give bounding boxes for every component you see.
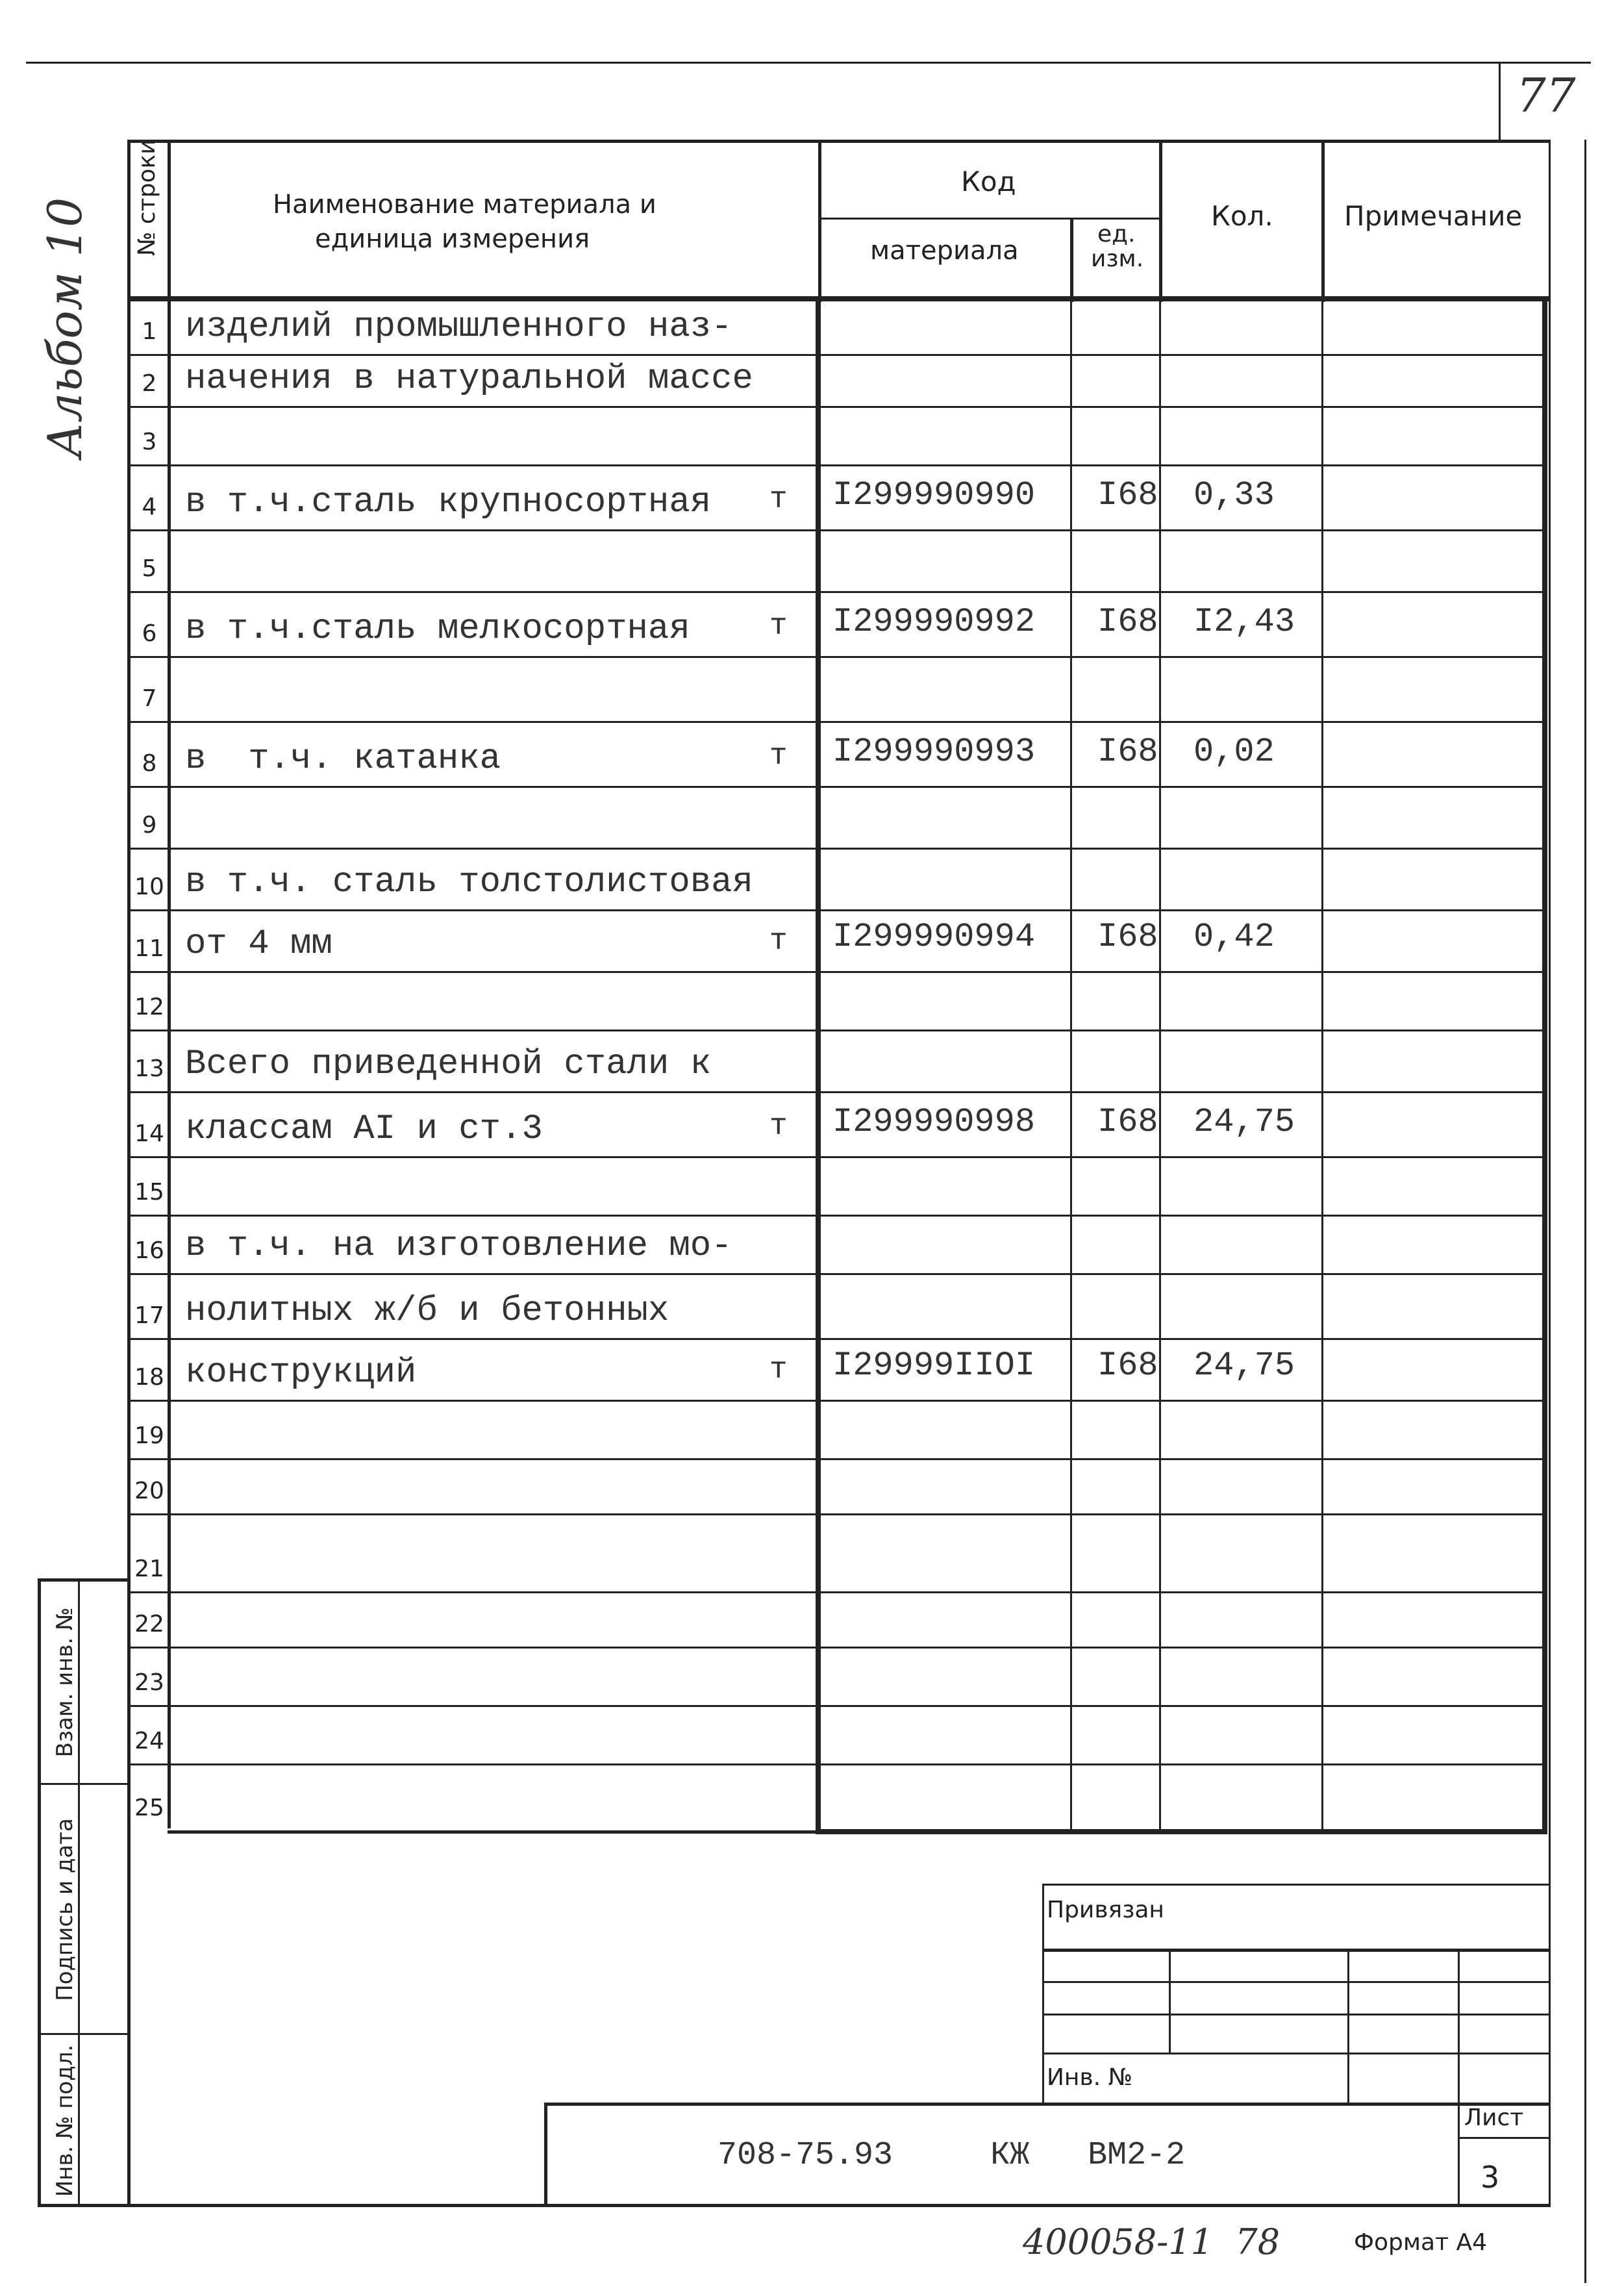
- row-number: 24: [134, 1728, 164, 1754]
- row-qty: 24,75: [1193, 1346, 1295, 1385]
- title-attached-label: Привязан: [1047, 1897, 1164, 1923]
- row-code: I299990990: [832, 476, 1036, 514]
- header-name-line2: единица измерения: [315, 224, 590, 254]
- rownum-line: [127, 1763, 168, 1765]
- row-line: [168, 786, 1544, 788]
- row-line: [168, 656, 1544, 658]
- row-number: 17: [134, 1302, 164, 1329]
- row-line: [168, 464, 1544, 466]
- header-code-material: материала: [870, 236, 1019, 266]
- code-block-left-border: [816, 296, 821, 1832]
- row-name: в т.ч.сталь мелкосортная: [185, 609, 690, 649]
- row-name: начения в натуральной массе: [185, 359, 753, 399]
- rownum-line: [127, 1091, 168, 1093]
- row-number: 2: [142, 370, 157, 397]
- row-code-unit: I68: [1097, 1346, 1158, 1385]
- rownum-line: [127, 1030, 168, 1031]
- row-number: 10: [134, 874, 164, 900]
- header-row-no: № строки: [134, 139, 160, 256]
- row-code-unit: I68: [1097, 1103, 1158, 1141]
- code-col-divider: [1070, 218, 1073, 302]
- row-line: [168, 1763, 1544, 1765]
- row-qty: 24,75: [1193, 1103, 1295, 1141]
- title-grid-v1: [1169, 1949, 1171, 2053]
- stamp-replace-inv: Взам. инв. №: [52, 1607, 78, 1758]
- row-line: [168, 1591, 1544, 1593]
- row-number: 20: [134, 1478, 164, 1504]
- rownum-line: [127, 1513, 168, 1515]
- row-name: в т.ч. сталь толстолистовая: [185, 863, 753, 902]
- title-grid-line-1: [1042, 1981, 1549, 1983]
- row-qty: 0,33: [1193, 476, 1275, 514]
- row-line: [168, 909, 1544, 911]
- row-unit: т: [769, 1109, 788, 1143]
- rownum-line: [127, 1591, 168, 1593]
- code-block-right-border: [1542, 296, 1547, 1832]
- row-line: [168, 1030, 1544, 1031]
- title-designation: 708-75.93 КЖ ВМ2-2: [718, 2137, 1186, 2174]
- page-far-right-rule: [1584, 140, 1586, 2283]
- rownum-line: [127, 464, 168, 466]
- row-name: конструкций: [185, 1353, 417, 1393]
- row-line: [168, 1273, 1544, 1275]
- row-number: 3: [142, 429, 157, 455]
- title-attached-left: [1042, 1884, 1044, 2104]
- album-label: Альбом 10: [38, 197, 92, 458]
- rownum-line: [127, 656, 168, 658]
- rownum-line: [127, 909, 168, 911]
- row-name: Всего приведенной стали к: [185, 1044, 712, 1084]
- row-line: [168, 721, 1544, 723]
- header-code-unit-2: изм.: [1091, 246, 1144, 272]
- row-number: 9: [142, 812, 157, 839]
- title-grid-top: [1042, 1949, 1549, 1952]
- row-code: I299990992: [832, 603, 1036, 641]
- row-unit: т: [769, 483, 788, 516]
- rownum-line: [127, 1400, 168, 1402]
- title-grid-line-2: [1042, 2014, 1549, 2015]
- name-col-right-border: [818, 140, 821, 302]
- header-note: Примечание: [1344, 200, 1523, 232]
- row-line: [168, 406, 1544, 408]
- stamp-top-line: [38, 1578, 129, 1582]
- row-line: [168, 1338, 1544, 1340]
- row-number: 11: [134, 935, 164, 962]
- stamp-sign-date: Подпись и дата: [52, 1818, 78, 2001]
- row-qty: 0,42: [1193, 918, 1275, 956]
- header-code-unit-1: ед.: [1097, 221, 1136, 247]
- rownum-line: [127, 1705, 168, 1707]
- body-code-divider: [1070, 296, 1072, 1830]
- body-qty-divider: [1321, 296, 1323, 1830]
- title-bottom-line: [127, 2204, 1551, 2207]
- row-line: [168, 354, 1544, 356]
- row-unit: т: [769, 609, 788, 643]
- rownum-line: [127, 406, 168, 408]
- row-number: 13: [134, 1055, 164, 1082]
- rownum-line: [127, 1458, 168, 1460]
- rownum-line: [127, 354, 168, 356]
- title-designation-top: [544, 2103, 1549, 2106]
- page-number-box-left: [1499, 62, 1501, 140]
- row-unit: т: [769, 739, 788, 773]
- unit-col-right-border: [1159, 140, 1162, 302]
- row-code: I299990998: [832, 1103, 1036, 1141]
- row-number: 19: [134, 1422, 164, 1449]
- row-line: [168, 529, 1544, 531]
- row-number: 14: [134, 1120, 164, 1147]
- row-line: [168, 1091, 1544, 1093]
- row-name: в т.ч. на изготовление мо-: [185, 1226, 732, 1266]
- rownum-line: [127, 1338, 168, 1340]
- rownum-line: [127, 971, 168, 973]
- row-line: [168, 971, 1544, 973]
- row-code-unit: I68: [1097, 603, 1158, 641]
- title-designation-left: [544, 2103, 547, 2205]
- row-code-unit: I68: [1097, 918, 1158, 956]
- footer-handwritten: 400058-11 78: [1023, 2221, 1280, 2262]
- row-number: 5: [142, 555, 157, 582]
- header-qty: Кол.: [1211, 200, 1273, 232]
- row-name: изделий промышленного наз-: [185, 307, 732, 347]
- header-top-line: [127, 140, 1551, 143]
- footer-format: Формат А4: [1354, 2229, 1488, 2256]
- name-bottom-line: [168, 1830, 816, 1834]
- title-grid-line-3: [1042, 2053, 1549, 2054]
- title-inv-label: Инв. №: [1047, 2064, 1133, 2091]
- row-code-unit: I68: [1097, 733, 1158, 771]
- rownum-line: [127, 721, 168, 723]
- row-line: [168, 848, 1544, 850]
- row-name: в т.ч. катанка: [185, 739, 501, 779]
- row-number: 25: [134, 1795, 164, 1821]
- row-number: 15: [134, 1179, 164, 1206]
- row-unit: т: [769, 1353, 788, 1387]
- row-number: 21: [134, 1556, 164, 1582]
- row-code-unit: I68: [1097, 476, 1158, 514]
- rownum-line: [127, 1215, 168, 1217]
- stamp-line-1: [38, 1783, 129, 1785]
- row-line: [168, 1156, 1544, 1158]
- row-name: от 4 мм: [185, 924, 332, 964]
- qty-col-right-border: [1321, 140, 1325, 302]
- row-unit: т: [769, 924, 788, 958]
- rownum-line: [127, 786, 168, 788]
- title-sheet-label: Лист: [1464, 2104, 1524, 2131]
- row-number: 18: [134, 1364, 164, 1391]
- header-bottom-line: [127, 296, 1551, 301]
- row-code: I299990994: [832, 918, 1036, 956]
- title-grid-v3: [1458, 1949, 1460, 2205]
- row-line: [168, 591, 1544, 593]
- row-number: 6: [142, 620, 157, 647]
- row-qty: I2,43: [1193, 603, 1295, 641]
- header-code: Код: [961, 166, 1016, 197]
- row-number: 4: [142, 494, 157, 520]
- rownum-line: [127, 1156, 168, 1158]
- row-number: 7: [142, 685, 157, 712]
- row-name: в т.ч.сталь крупносортная: [185, 483, 712, 522]
- table-bottom-line: [816, 1829, 1547, 1834]
- row-code: I299990993: [832, 733, 1036, 771]
- row-number: 8: [142, 750, 157, 777]
- page-right-border: [1549, 140, 1551, 2205]
- row-line: [168, 1458, 1544, 1460]
- rownum-line: [127, 1647, 168, 1649]
- row-line: [168, 1513, 1544, 1515]
- title-sheet-number: 3: [1480, 2160, 1500, 2195]
- row-name: нолитных ж/б и бетонных: [185, 1291, 669, 1331]
- rownum-line: [127, 1273, 168, 1275]
- row-number: 1: [142, 318, 157, 345]
- row-number: 22: [134, 1611, 164, 1637]
- rownum-line: [127, 848, 168, 850]
- row-line: [168, 1400, 1544, 1402]
- row-qty: 0,02: [1193, 733, 1275, 771]
- title-attached-top: [1042, 1884, 1549, 1886]
- title-sheet-line: [1458, 2137, 1549, 2139]
- title-grid-v2: [1347, 1949, 1349, 2104]
- row-line: [168, 1215, 1544, 1217]
- row-number: 23: [134, 1669, 164, 1696]
- rownum-line: [127, 591, 168, 593]
- row-name: классам AI и ст.3: [185, 1109, 543, 1149]
- page-number: 77: [1516, 68, 1576, 123]
- stamp-left-border: [38, 1578, 41, 2205]
- body-unit-divider: [1159, 296, 1161, 1830]
- row-line: [168, 1647, 1544, 1649]
- code-subheader-line: [818, 218, 1161, 220]
- stamp-inv-orig: Инв. № подл.: [52, 2044, 78, 2197]
- row-code: I29999IIOI: [832, 1346, 1036, 1385]
- row-number: 16: [134, 1237, 164, 1264]
- row-line: [168, 1705, 1544, 1707]
- rownum-line: [127, 529, 168, 531]
- header-name-line1: Наименование материала и: [273, 190, 656, 220]
- page-top-rule: [26, 62, 1591, 64]
- row-number: 12: [134, 994, 164, 1020]
